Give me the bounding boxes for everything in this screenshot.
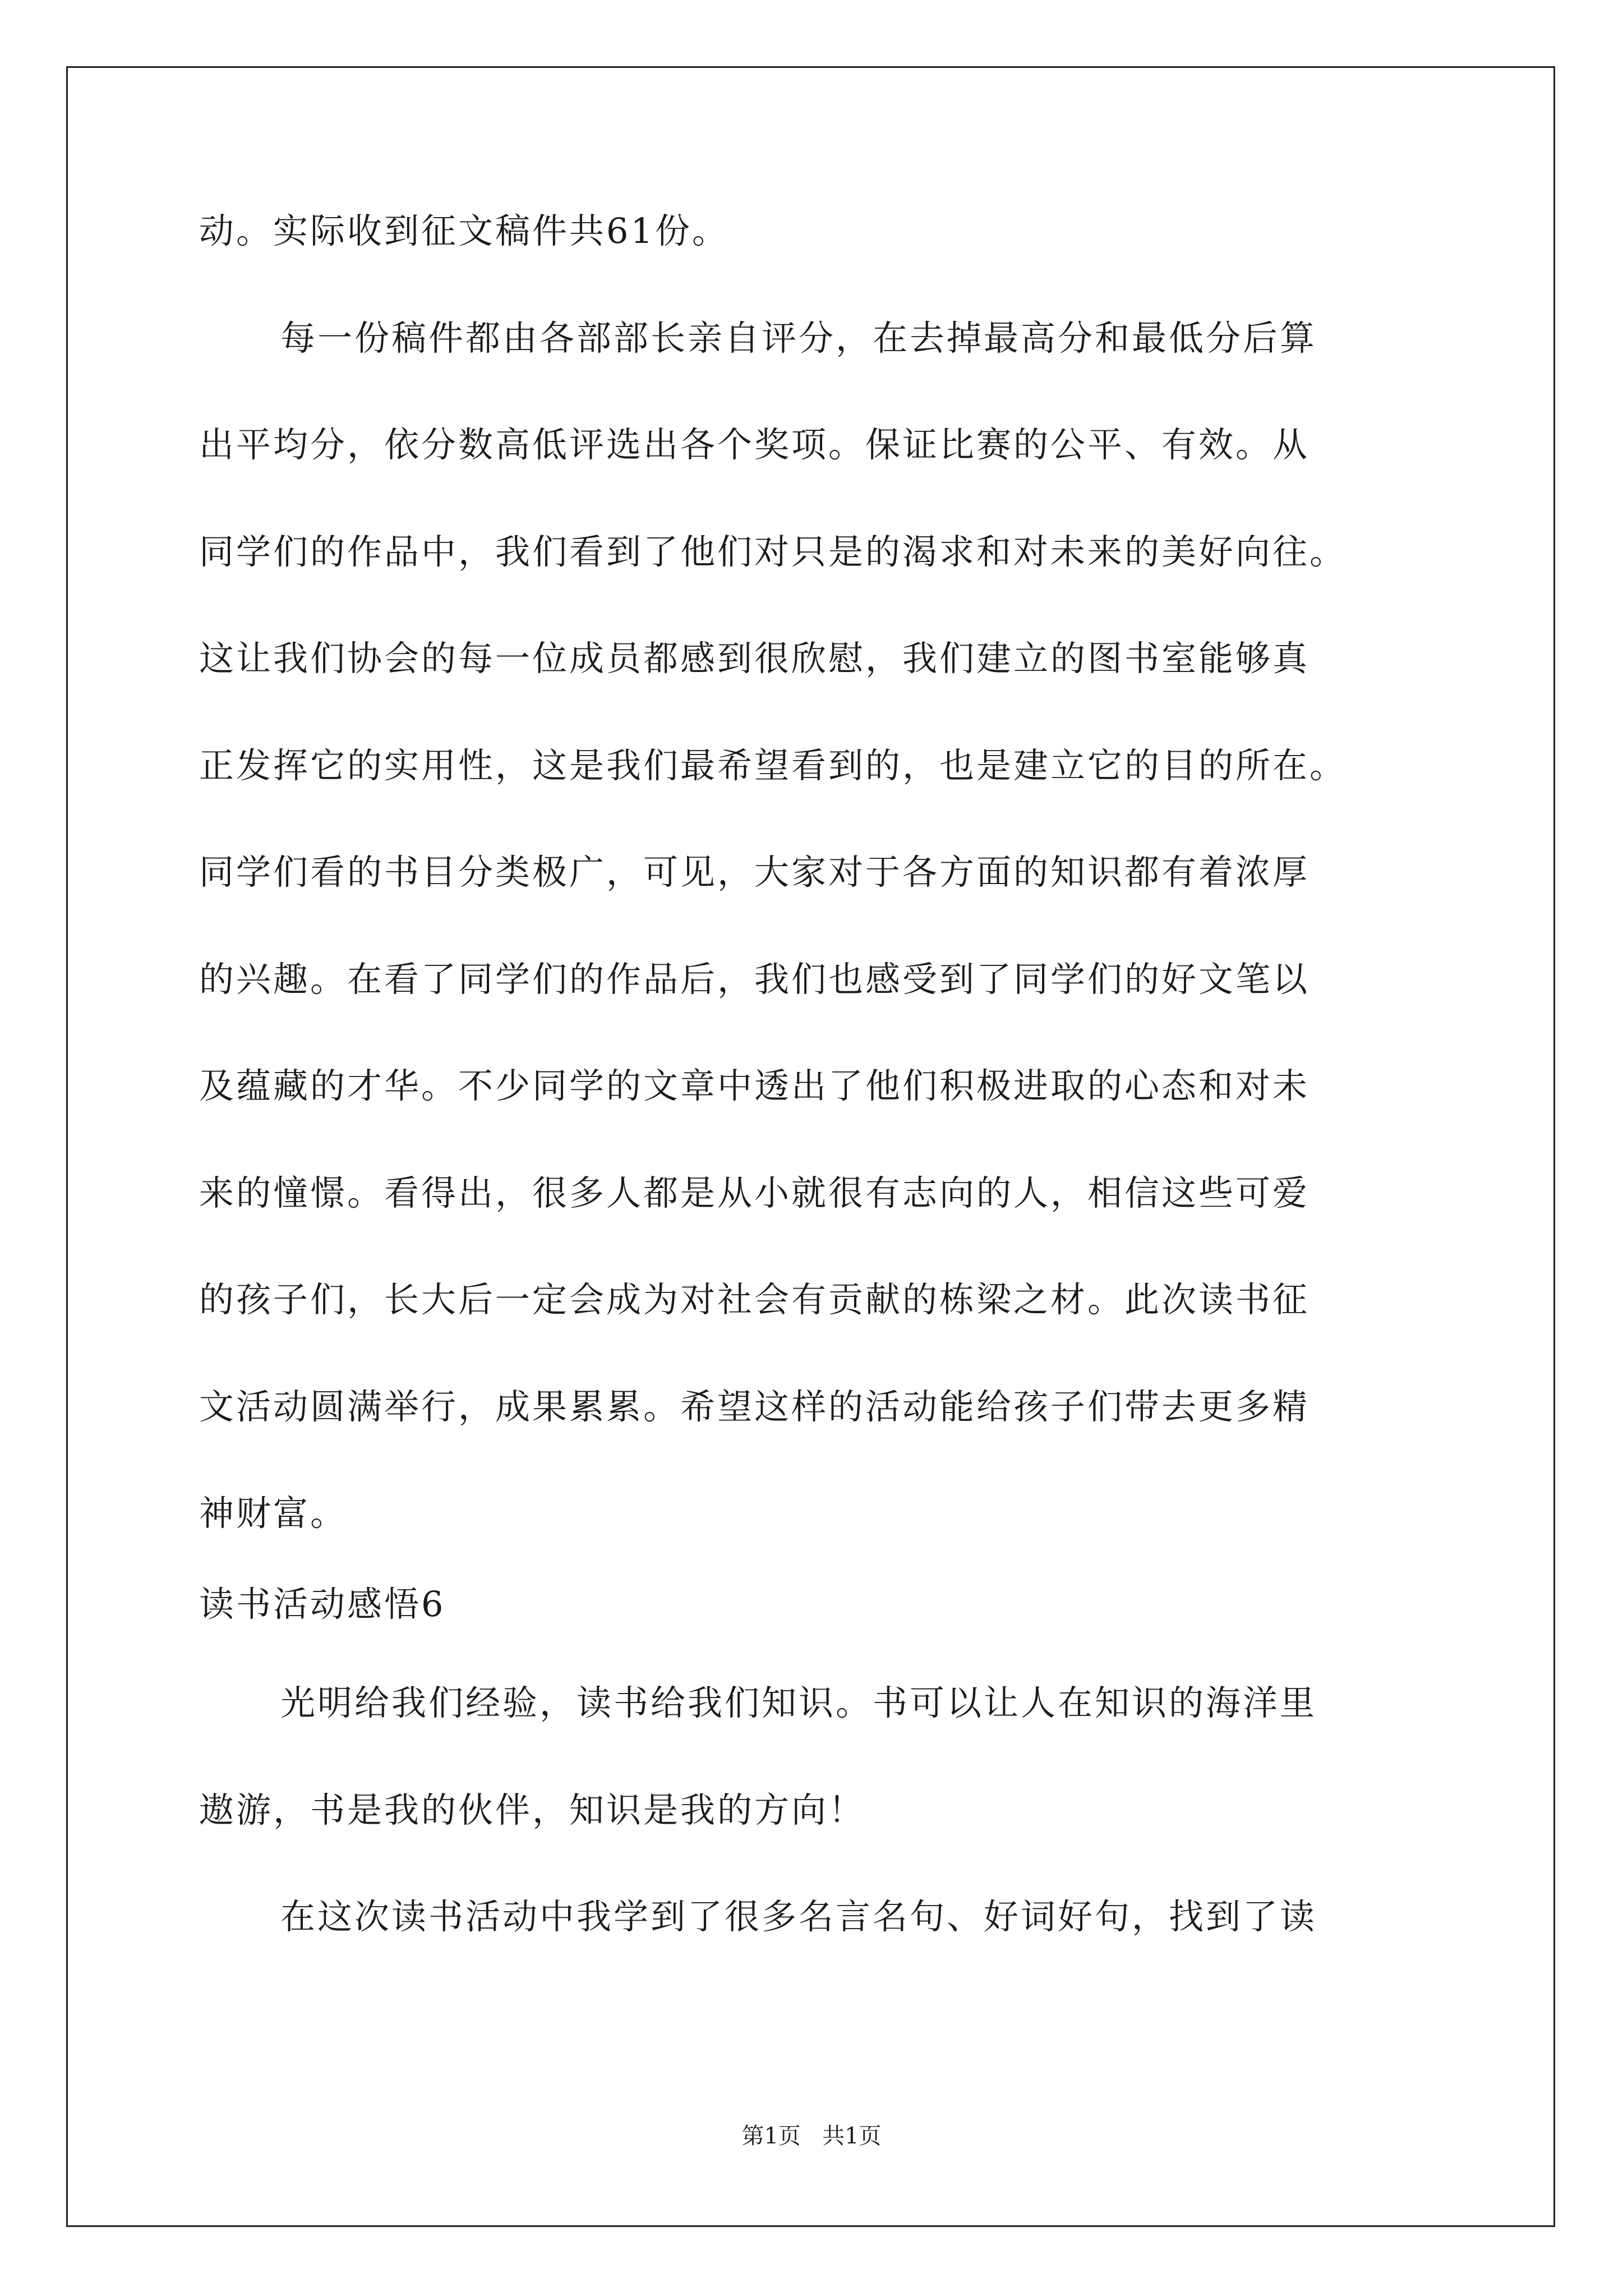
paragraph-line: 出平均分，依分数高低评选出各个奖项。保证比赛的公平、有效。从 xyxy=(199,424,1310,465)
paragraph-line: 每一份稿件都由各部部长亲自评分，在去掉最高分和最低分后算 xyxy=(280,318,1317,358)
paragraph-line: 及蕴藏的才华。不少同学的文章中透出了他们积极进取的心态和对未 xyxy=(199,1065,1310,1106)
page-number: 第1页 xyxy=(741,2123,801,2149)
section-heading: 读书活动感悟6 xyxy=(199,1584,446,1625)
paragraph-line: 在这次读书活动中我学到了很多名言名句、好词好句，找到了读 xyxy=(280,1896,1317,1937)
paragraph-line: 光明给我们经验，读书给我们知识。书可以让人在知识的海洋里 xyxy=(280,1682,1317,1723)
page-total: 共1页 xyxy=(822,2123,882,2149)
paragraph-line: 遨游，书是我的伙伴，知识是我的方向！ xyxy=(199,1789,866,1830)
paragraph-line: 这让我们协会的每一位成员都感到很欣慰，我们建立的图书室能够真 xyxy=(199,638,1310,679)
paragraph-line: 同学们看的书目分类极广，可见，大家对于各方面的知识都有着浓厚 xyxy=(199,852,1310,892)
paragraph-line: 神财富。 xyxy=(199,1493,348,1534)
paragraph-line: 动。实际收到征文稿件共61份。 xyxy=(199,210,729,251)
paragraph-line: 正发挥它的实用性，这是我们最希望看到的，也是建立它的目的所在。 xyxy=(199,745,1347,786)
paragraph-line: 同学们的作品中，我们看到了他们对只是的渴求和对未来的美好向往。 xyxy=(199,531,1347,572)
page-footer xyxy=(0,2122,1623,2150)
paragraph-line: 的孩子们，长大后一定会成为对社会有贡献的栋梁之材。此次读书征 xyxy=(199,1279,1310,1320)
paragraph-line: 文活动圆满举行，成果累累。希望这样的活动能给孩子们带去更多精 xyxy=(199,1386,1310,1427)
paragraph-line: 来的憧憬。看得出，很多人都是从小就很有志向的人，相信这些可爱 xyxy=(199,1172,1310,1213)
paragraph-line: 的兴趣。在看了同学们的作品后，我们也感受到了同学们的好文笔以 xyxy=(199,959,1310,1000)
